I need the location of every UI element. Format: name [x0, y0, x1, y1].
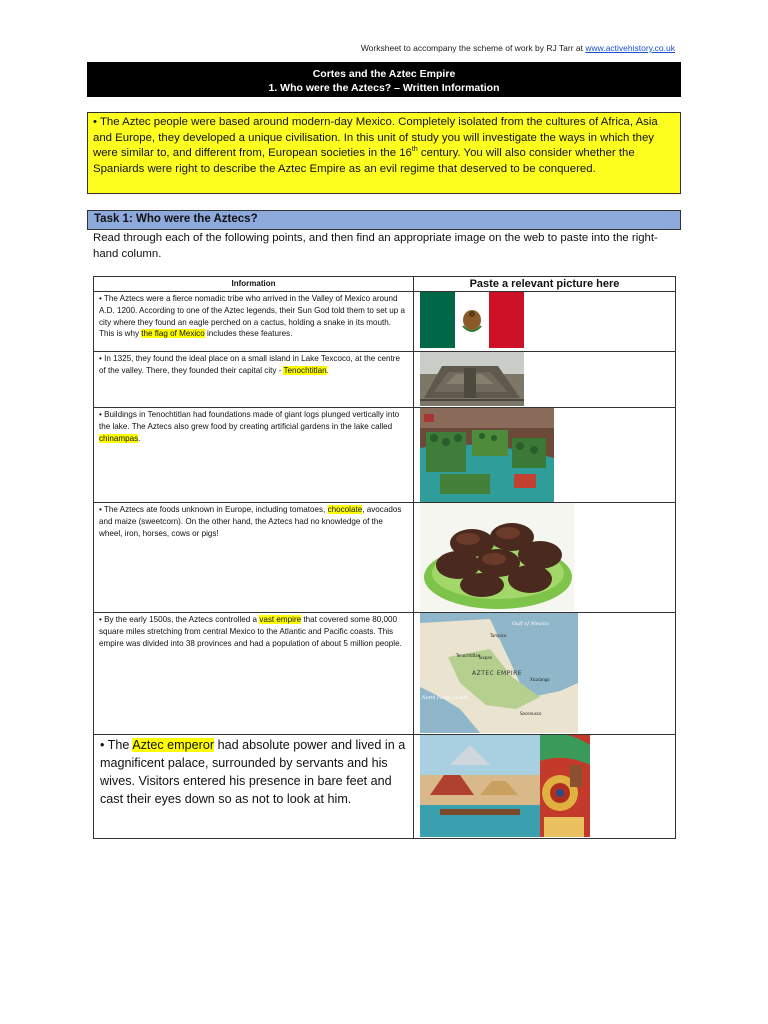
info-text: . — [326, 365, 329, 375]
highlight-text: the flag of Mexico — [141, 329, 205, 339]
map-label-tuxpan: Tuxpan — [478, 655, 493, 660]
mexican-flag-image — [420, 292, 524, 348]
table-row — [94, 613, 676, 735]
aztec-emperor-image — [420, 735, 590, 837]
picture-cell[interactable] — [414, 352, 676, 408]
map-label-gulf: Gulf of Mexico — [512, 621, 550, 627]
map-label-soconusco: Soconusco — [520, 711, 542, 716]
task-instructions: Read through each of the following points, and then find an appropriate image on the web to paste into the right-hand column. — [93, 232, 658, 260]
header-picture: Paste a relevant picture here — [414, 277, 676, 292]
highlight-text: chocolate — [327, 505, 363, 514]
title-line-2: 1. Who were the Aztecs? – Written Information — [268, 82, 500, 94]
worksheet-note-text: Worksheet to accompany the scheme of work by RJ Tarr at — [360, 43, 584, 53]
picture-cell[interactable] — [414, 292, 676, 352]
info-text: • The Aztecs ate foods unknown in Europe, including tomatoes, — [99, 505, 328, 514]
pyramid-ruins-image — [420, 352, 524, 406]
table-row — [94, 503, 676, 613]
info-text: • In 1325, they found the ideal place on a small island in Lake Texcoco, at the centre of the valley. There, they founded their capital city - — [99, 354, 400, 375]
worksheet-note — [0, 43, 675, 53]
highlight-text: chinampas — [99, 433, 139, 443]
info-text: includes these features. — [204, 329, 293, 339]
info-cell — [94, 408, 414, 503]
chocolate-cookies-image — [420, 503, 574, 611]
info-text: • Buildings in Tenochtitlan had foundations made of giant logs plunged vertically into the lake. The Aztecs also grew food by creating artificial gardens in the lake called — [99, 410, 400, 431]
aztec-empire-map-image — [420, 613, 578, 733]
map-label-xicalango: Xicalango — [530, 677, 550, 682]
task-heading: Task 1: Who were the Aztecs? — [87, 210, 681, 230]
info-table — [93, 276, 676, 839]
intro-text-1: • The Aztec people were based around modern-day Mexico. Completely isolated from the cultures of Africa, Asia and Europe, they developed a unique civilisation. In this unit of study you will investigate the ways in which they were similar to, and different from, European societies in the 16 — [93, 116, 658, 160]
info-cell — [94, 292, 414, 352]
info-cell — [94, 503, 414, 613]
title-banner — [87, 62, 681, 97]
table-row — [94, 735, 676, 839]
intro-sup: th — [411, 146, 418, 154]
intro-text-2: century. You will also consider whether the Spaniards were right to describe the Aztec Empire as an evil regime that deserved to be conquered. — [93, 147, 635, 175]
table-row — [94, 292, 676, 352]
info-text: , avocados and maize (sweetcorn). On the other hand, the Aztecs had no knowledge of the wheel, iron, horses, cows or pigs! — [99, 505, 402, 538]
info-cell — [94, 613, 414, 735]
table-row — [94, 352, 676, 408]
highlight-text: vast empire — [259, 615, 302, 624]
map-label-tenochtitlan: Tenochtitlan — [456, 653, 481, 658]
picture-cell[interactable] — [414, 408, 676, 503]
table-header-row — [94, 277, 676, 292]
highlight-text: Tenochtitlan — [283, 365, 327, 375]
map-label-ocean: North Pacific Ocean — [422, 696, 468, 701]
info-cell — [94, 735, 414, 839]
info-cell — [94, 352, 414, 408]
info-text: • The — [100, 738, 133, 752]
highlight-text: Aztec emperor — [132, 738, 215, 752]
info-text: • The Aztecs were a fierce nomadic tribe who arrived in the Valley of Mexico around A.D. 1200. According to one of the Aztec legends, their Sun God told them to set up a city where they found an eagle perched on a cactus, holding a snake in its mouth. This is why — [99, 294, 405, 339]
header-information: Information — [94, 277, 414, 292]
intro-box — [87, 112, 681, 194]
title-line-1: Cortes and the Aztec Empire — [312, 68, 456, 80]
info-text: . — [138, 433, 141, 443]
activehistory-link[interactable]: www.activehistory.co.uk — [585, 43, 675, 53]
info-text: had absolute power and lived in a magnificent palace, surrounded by servants and his wives. Visitors entered his presence in bare feet and cast their eyes down so as not to look at him. — [100, 738, 406, 806]
info-text: that covered some 80,000 square miles stretching from central Mexico to the Atlantic and Pacific coasts. This empire was divided into 38 provinces and had a population of about 5 million people. — [99, 615, 402, 648]
picture-cell[interactable] — [414, 613, 676, 735]
chinampas-image — [420, 408, 554, 502]
picture-cell[interactable] — [414, 735, 676, 839]
info-text: • By the early 1500s, the Aztecs controlled a — [99, 615, 260, 624]
picture-cell[interactable] — [414, 503, 676, 613]
map-label-empire: AZTEC EMPIRE — [472, 670, 523, 677]
table-row — [94, 408, 676, 503]
map-label-tampico: Tampico — [490, 633, 507, 638]
